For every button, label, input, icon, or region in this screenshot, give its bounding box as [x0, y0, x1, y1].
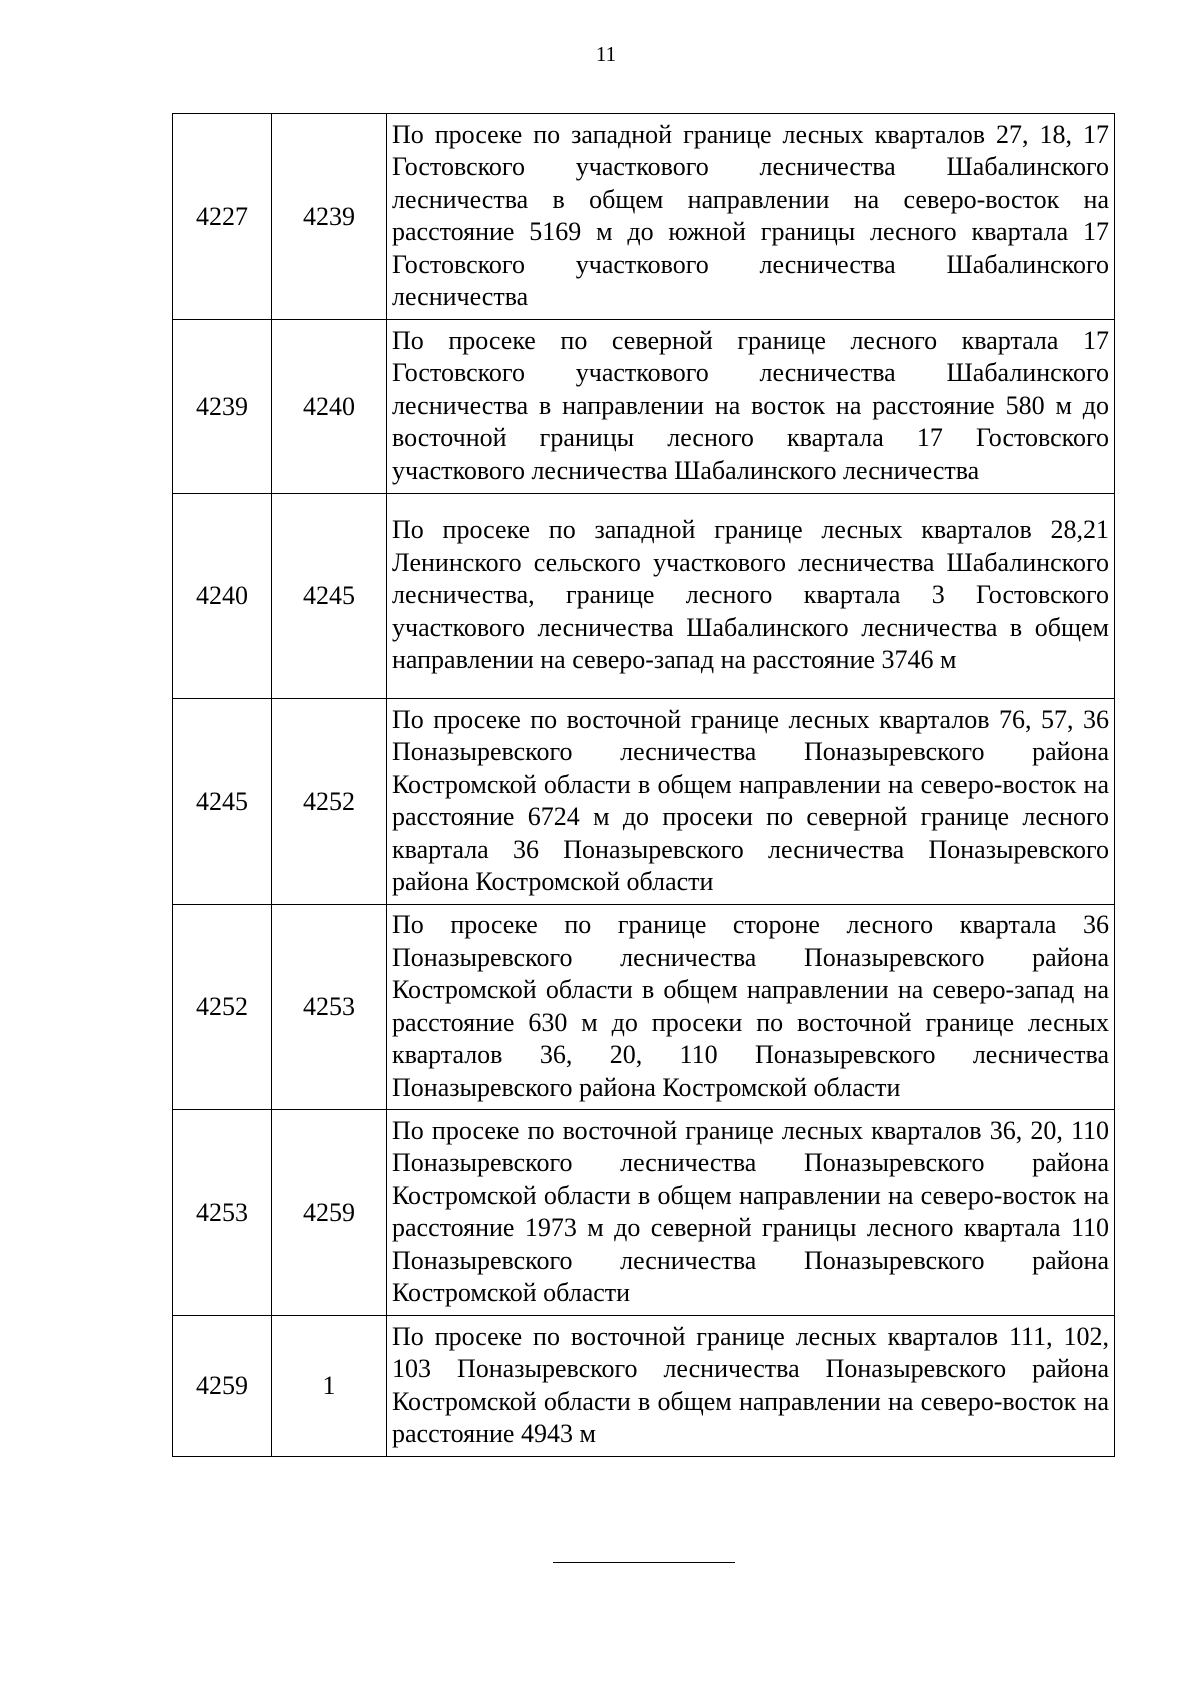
start-point-cell: 4252	[173, 905, 272, 1110]
table-row	[173, 1316, 1115, 1457]
boundary-description-cell: По просеке по западной границе лесных кварталов 28,21 Ленинского сельского участкового лесничества Шабалинского лесничества, границе лесного квартала 3 Гостовского участкового лесничества Шабалинского лесничества в общем направлении на северо-запад на расстояние 3746 м	[387, 494, 1115, 699]
boundary-description-cell: По просеке по восточной границе лесных кварталов 76, 57, 36 Поназыревского лесничества Поназыревского района Костромской области в общем направлении на северо-восток на расстояние 6724 м до просеки по северной границе лесного квартала 36 Поназыревского лесничества Поназыревского района Костромской области	[387, 699, 1115, 905]
start-point-cell: 4245	[173, 699, 272, 905]
boundary-description-cell: По просеке по восточной границе лесных кварталов 36, 20, 110 Поназыревского лесничества Поназыревского района Костромской области в общем направлении на северо-восток на расстояние 1973 м до северной границы лесного квартала 110 Поназыревского лесничества Поназыревского района Костромской области	[387, 1110, 1115, 1316]
table-row	[173, 114, 1115, 320]
table-row	[173, 1110, 1115, 1316]
start-point-cell: 4239	[173, 320, 272, 494]
end-point-cell: 4239	[272, 114, 387, 320]
start-point-cell: 4259	[173, 1316, 272, 1457]
end-point-cell: 4259	[272, 1110, 387, 1316]
table-row	[173, 320, 1115, 494]
table-row	[173, 905, 1115, 1110]
boundary-description-cell: По просеке по границе стороне лесного квартала 36 Поназыревского лесничества Поназыревского района Костромской области в общем направлении на северо-запад на расстояние 630 м до просеки по восточной границе лесных кварталов 36, 20, 110 Поназыревского лесничества Поназыревского района Костромской области	[387, 905, 1115, 1110]
boundary-description-cell: По просеке по восточной границе лесных кварталов 111, 102, 103 Поназыревского лесничества Поназыревского района Костромской области в общем направлении на северо-восток на расстояние 4943 м	[387, 1316, 1115, 1457]
start-point-cell: 4227	[173, 114, 272, 320]
end-point-cell: 1	[272, 1316, 387, 1457]
boundary-table	[172, 113, 1115, 1457]
end-point-cell: 4252	[272, 699, 387, 905]
boundary-description-cell: По просеке по северной границе лесного квартала 17 Гостовского участкового лесничества Шабалинского лесничества в направлении на восток на расстояние 580 м до восточной границы лесного квартала 17 Гостовского участкового лесничества Шабалинского лесничества	[387, 320, 1115, 494]
end-point-cell: 4240	[272, 320, 387, 494]
boundary-description-cell: По просеке по западной границе лесных кварталов 27, 18, 17 Гостовского участкового лесничества Шабалинского лесничества в общем направлении на северо-восток на расстояние 5169 м до южной границы лесного квартала 17 Гостовского участкового лесничества Шабалинского лесничества	[387, 114, 1115, 320]
table-row	[173, 494, 1115, 699]
page-number: 11	[595, 42, 617, 66]
table-row	[173, 699, 1115, 905]
end-point-cell: 4253	[272, 905, 387, 1110]
end-of-document-rule	[553, 1562, 735, 1563]
end-point-cell: 4245	[272, 494, 387, 699]
start-point-cell: 4240	[173, 494, 272, 699]
start-point-cell: 4253	[173, 1110, 272, 1316]
